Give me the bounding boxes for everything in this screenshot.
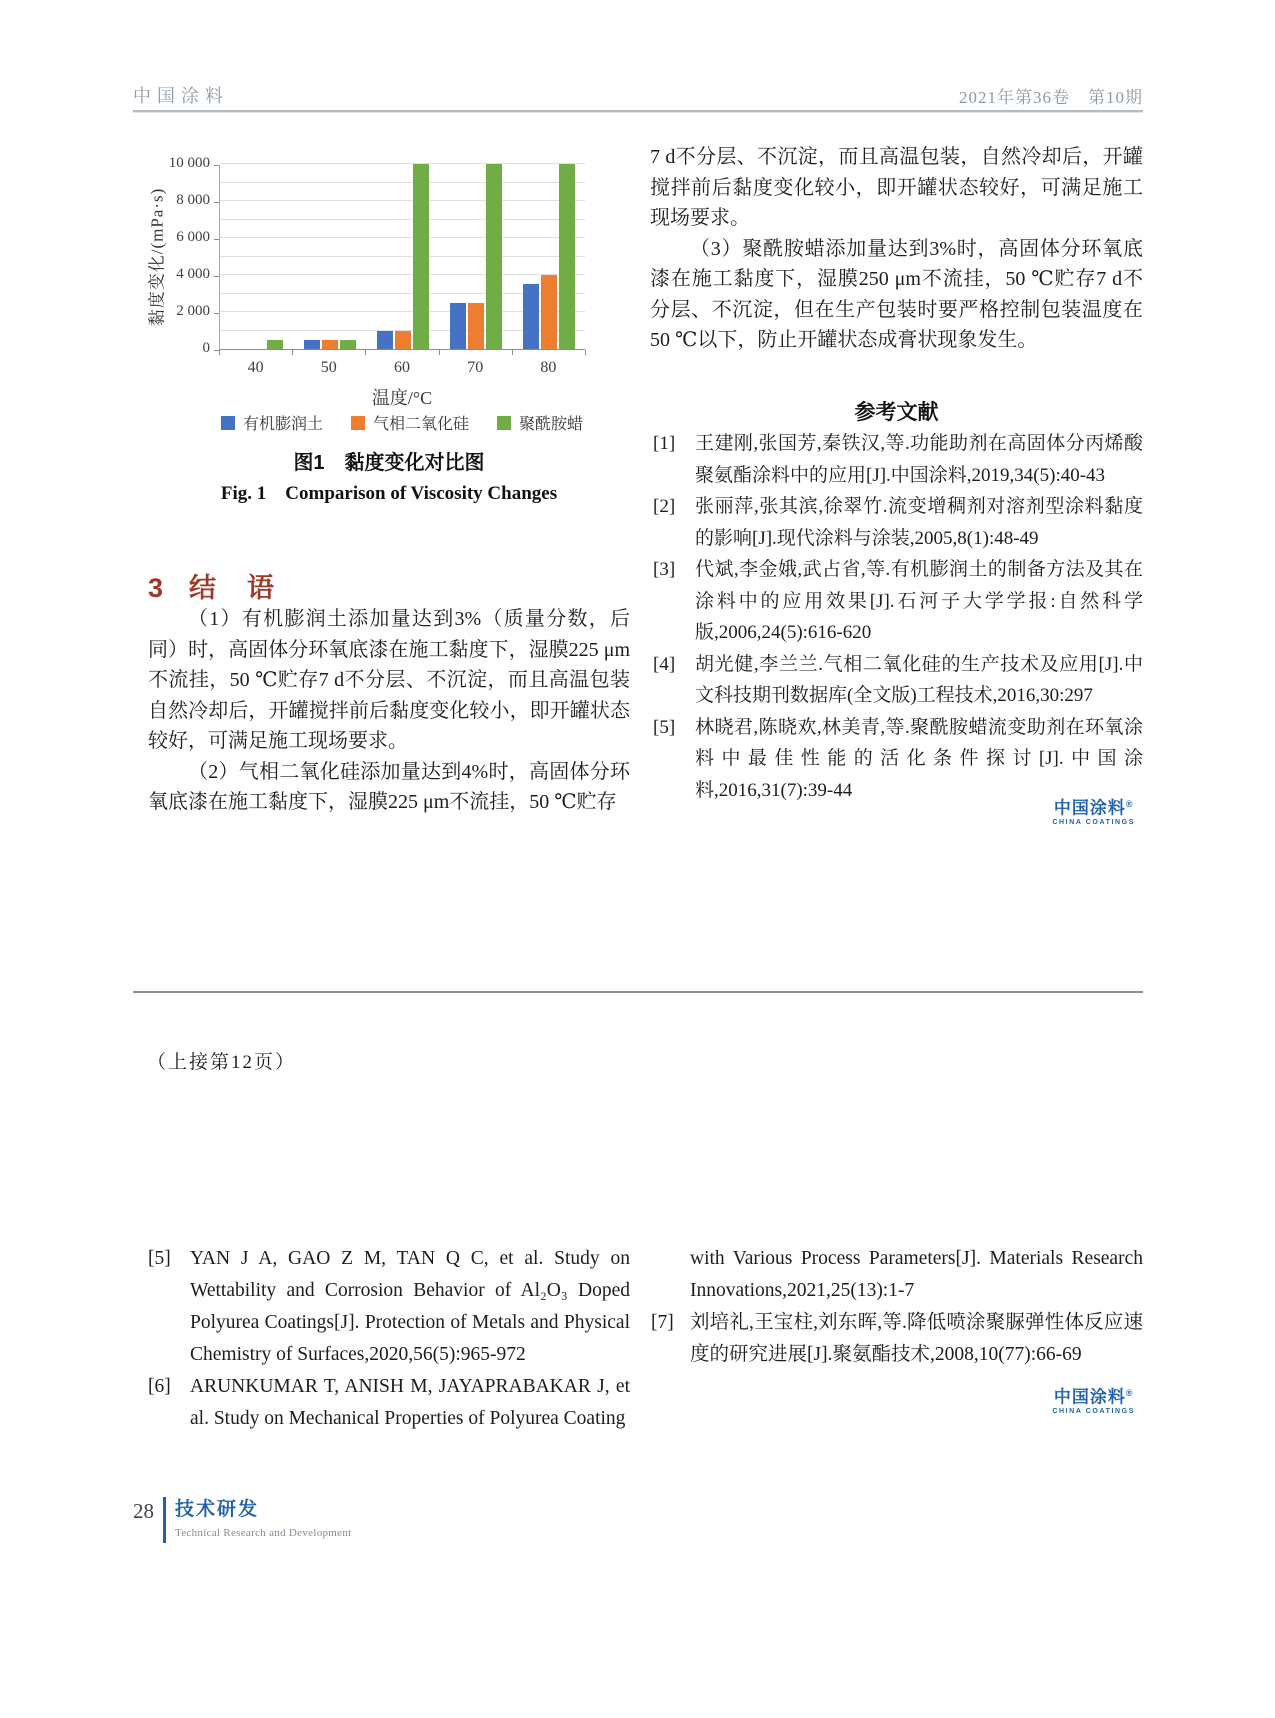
legend-item [497,411,583,434]
reference-item [650,649,1143,712]
reference-number: [6] [148,1376,171,1397]
conclusion-right-paragraphs [650,142,1143,356]
reference-number: [4] [653,653,676,675]
bar-聚酰胺蜡-40 [267,340,283,349]
reference-text: 刘培礼,王宝柱,刘东晖,等.降低喷涂聚脲弹性体反应速度的研究进展[J].聚氨酯技术,2008,10(77):66-69 [690,1312,1143,1365]
chart-gridline [220,163,585,164]
logo-text-en: CHINA COATINGS [1052,818,1135,826]
section-number: 3 [148,573,164,603]
registered-mark: ® [1125,799,1134,809]
continuation-left-column [147,1243,630,1435]
y-tick-label: 2 000 [176,303,210,319]
footer-section-en: Technical Research and Development [175,1527,352,1539]
bar-气相二氧化硅-50 [322,340,338,349]
figure-caption-zh: 图1 黏度变化对比图 [293,452,485,474]
y-tick-label: 4 000 [176,266,210,282]
conclusion-left-paragraphs [148,604,630,818]
legend-item [221,411,323,434]
chart-x-axis-title: 温度/°C [371,388,433,408]
page-number: 28 [133,1499,154,1523]
bar-有机膨润土-60 [377,331,393,350]
y-tick-label: 10 000 [168,155,210,171]
y-tick-label: 8 000 [176,192,210,208]
chart-gridline [220,237,585,238]
paragraph: （1）有机膨润土添加量达到3%（质量分数，后同）时，高固体分环氧底漆在施工黏度下，湿膜225 μm不流挂，50 ℃贮存7 d不分层、不沉淀，而且高温包装自然冷却后，开罐搅拌前后黏度变化较小，即开罐状态较好，可满足施工现场要求。 [148,608,630,752]
logo-text-zh: 中国涂料® [1053,1387,1134,1407]
reference-item [650,491,1143,554]
x-tick-mark [512,350,513,355]
reference-number: [5] [148,1248,171,1269]
reference-text: 林晓君,陈晓欢,林美青,等.聚酰胺蜡流变助剂在环氧涂料中最佳性能的活化条件探讨[J].中国涂料,2016,31(7):39-44 [695,716,1143,801]
reference-text: 代斌,李金娥,武占省,等.有机膨润土的制备方法及其在涂料中的应用效果[J].石河子大学学报:自然科学版,2006,24(5):616-620 [695,559,1143,643]
reference-text: YAN J A, GAO Z M, TAN Q C, et al. Study on Wettability and Corrosion Behavior of Al₂O₃ Doped Polyurea Coatings[J]. Protection of Metals and Physical Chemistry of Surfaces,2020,56(5):965-972 [190,1248,630,1365]
x-tick-mark [365,350,366,355]
bar-聚酰胺蜡-80 [559,164,575,349]
x-tick-label: 80 [540,359,557,376]
reference-number: [2] [653,496,676,517]
chart-gridline [220,256,585,257]
footer-divider-bar [163,1497,166,1543]
references-title: 参考文献 [854,401,939,424]
reference-number: [1] [653,433,676,454]
reference-text: ARUNKUMAR T, ANISH M, JAYAPRABAKAR J, et al. Study on Mechanical Properties of Polyurea Coating [190,1376,630,1429]
y-tick-mark [214,165,219,166]
bar-聚酰胺蜡-50 [340,340,356,349]
paragraph: 7 d不分层、不沉淀，而且高温包装，自然冷却后，开罐搅拌前后黏度变化较小，即开罐状态较好，可满足施工现场要求。 [650,146,1143,229]
x-tick-label: 40 [247,359,264,376]
reference-text: with Various Process Parameters[J]. Materials Research Innovations,2021,25(13):1-7 [690,1248,1143,1301]
x-tick-mark [585,350,586,355]
continuation-right-column [650,1243,1143,1371]
figure-caption-en: Fig. 1 Comparison of Viscosity Changes [220,483,558,504]
bar-有机膨润土-70 [450,303,466,349]
legend-label: 气相二氧化硅 [372,416,469,433]
bar-聚酰胺蜡-60 [413,164,429,349]
reference-item [650,554,1143,649]
reference-item [650,1307,1143,1371]
chart-gridline [220,274,585,275]
bar-气相二氧化硅-80 [541,275,557,349]
china-coatings-logo [1052,795,1135,827]
china-coatings-logo [1052,1384,1135,1416]
chart-y-axis-title: 黏度变化/(mPa·s) [147,187,167,327]
y-tick-mark [214,313,219,314]
chart-plot [219,165,585,350]
x-tick-label: 50 [320,359,337,376]
continuation-note: （上接第12页） [147,1052,297,1073]
y-tick-label: 6 000 [176,229,210,245]
y-tick-mark [214,276,219,277]
reference-item [650,428,1143,491]
reference-text: 张丽萍,张其滨,徐翠竹.流变增稠剂对溶剂型涂料黏度的影响[J].现代涂料与涂装,2005,8(1):48-49 [695,496,1143,549]
bar-有机膨润土-50 [304,340,320,349]
reference-item [650,712,1143,807]
reference-number: [3] [653,559,676,580]
registered-mark: ® [1125,1388,1134,1398]
footer-section-zh: 技术研发 [175,1499,260,1520]
legend-label: 有机膨润土 [242,416,323,433]
x-tick-label: 70 [467,359,484,376]
chart-area [148,132,630,432]
reference-text: 胡光健,李兰兰.气相二氧化硅的生产技术及应用[J].中文科技期刊数据库(全文版)工程技术,2016,30:297 [695,653,1143,706]
paragraph: （3）聚酰胺蜡添加量达到3%时，高固体分环氧底漆在施工黏度下，湿膜250 μm不流挂，50 ℃贮存7 d不分层、不沉淀，但在生产包装时要严格控制包装温度在50 ℃以下，防止开罐状态成膏状现象发生。 [650,237,1143,351]
x-tick-label: 60 [394,359,410,376]
x-tick-mark [439,350,440,355]
reference-item [147,1371,630,1435]
y-tick-label: 0 [202,340,210,356]
y-tick-mark [214,239,219,240]
issue-info: 2021年第36卷 第10期 [959,88,1143,107]
page-header [133,82,1143,108]
bar-气相二氧化硅-60 [395,331,411,350]
section-divider [133,991,1143,993]
page-footer [133,1497,352,1543]
chart-gridline [220,219,585,220]
logo-text-zh: 中国涂料® [1053,798,1134,818]
bar-聚酰胺蜡-70 [486,164,502,349]
legend-swatch [351,416,365,430]
reference-number: [7] [651,1312,674,1333]
header-rule [133,110,1143,113]
chart-gridline [220,182,585,183]
reference-text: 王建刚,张国芳,秦铁汉,等.功能助剂在高固体分丙烯酸聚氨酯涂料中的应用[J].中国涂料,2019,34(5):40-43 [695,433,1143,486]
section-heading-conclusion [148,566,276,605]
y-tick-mark [214,202,219,203]
bar-有机膨润土-80 [523,284,539,349]
chart-gridline [220,200,585,201]
paragraph: （2）气相二氧化硅添加量达到4%时，高固体分环氧底漆在施工黏度下，湿膜225 μm不流挂，50 ℃贮存 [148,760,630,813]
legend-item [351,411,469,434]
bar-气相二氧化硅-70 [468,303,484,349]
reference-item [147,1243,630,1371]
references-list [650,428,1143,806]
reference-number: [5] [653,716,676,738]
logo-text-en: CHINA COATINGS [1052,1407,1135,1415]
section-title: 结 语 [189,573,277,603]
reference-item [650,1243,1143,1307]
footer-section [175,1497,352,1539]
legend-label: 聚酰胺蜡 [519,416,584,433]
x-tick-mark [292,350,293,355]
legend-swatch [497,416,511,430]
x-tick-mark [219,350,220,355]
journal-name: 中国涂料 [133,86,229,106]
legend-swatch [221,416,235,430]
chart-legend [209,411,595,434]
